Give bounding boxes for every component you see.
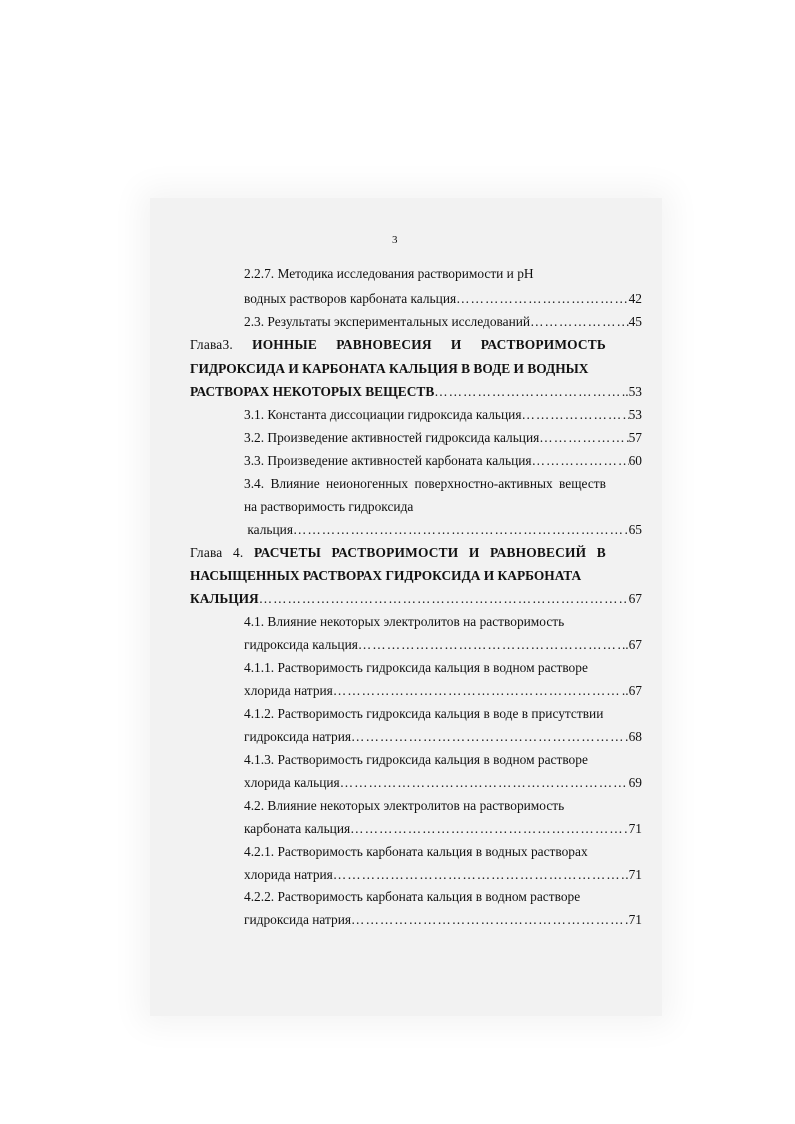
- toc-42-page: 71: [628, 821, 642, 836]
- toc-entry-34: [244, 522, 642, 538]
- toc-34-word: 3.4.: [244, 476, 265, 491]
- chapter-4-word: Глава: [190, 545, 223, 560]
- toc-227-page: 42: [628, 291, 642, 306]
- toc-34-word: поверхностно-активных: [414, 476, 553, 491]
- chapter-4-word: РАВНОВЕСИЙ: [490, 545, 587, 560]
- chapter-4-word: РАСЧЕТЫ: [253, 545, 321, 560]
- leader-dots: [522, 407, 629, 423]
- toc-412-label: гидроксида натрия: [244, 729, 352, 744]
- toc-421-label: хлорида натрия: [244, 867, 333, 882]
- toc-entry-412: [244, 729, 642, 745]
- leader-dots: [333, 683, 622, 699]
- toc-34-word: Влияние: [270, 476, 320, 491]
- chapter-4-word: 4.: [232, 545, 244, 560]
- toc-entry-chapter-3: [190, 384, 642, 400]
- leader-dots: [434, 384, 622, 400]
- toc-421-title: 4.2.1. Растворимость карбоната кальция в водных растворах: [244, 844, 588, 859]
- leader-dots: [259, 591, 629, 607]
- toc-34-label: кальция: [244, 522, 293, 537]
- toc-41-label: гидроксида кальция: [244, 637, 358, 652]
- toc-23-label: 2.3. Результаты экспериментальных исследований: [244, 314, 531, 329]
- toc-411-label: хлорида натрия: [244, 683, 333, 698]
- toc-entry-422: [244, 912, 642, 928]
- toc-31-page: 53: [628, 407, 642, 422]
- toc-31-label: 3.1. Константа диссоциации гидроксида кальция: [244, 407, 522, 422]
- toc-entry-31: [244, 407, 642, 423]
- toc-413-label: хлорида кальция: [244, 775, 340, 790]
- toc-412-page: 68: [628, 729, 642, 744]
- toc-entry-33: [244, 453, 642, 469]
- toc-entry-421: [244, 867, 642, 883]
- leader-dots: [456, 291, 628, 307]
- toc-227-title: 2.2.7. Методика исследования растворимости и pH: [244, 266, 534, 281]
- toc-421-page: .71: [625, 867, 642, 882]
- toc-33-label: 3.3. Произведение активностей карбоната кальция: [244, 453, 532, 468]
- toc-34-title-line2: на растворимость гидроксида: [244, 499, 414, 514]
- toc-entry-411: [244, 683, 642, 699]
- toc-34-title-line1: [244, 476, 606, 492]
- toc-413-title: 4.1.3. Растворимость гидроксида кальция в водном растворе: [244, 752, 588, 767]
- chapter-3-heading-line1: [190, 337, 606, 353]
- chapter-3-word: РАВНОВЕСИЯ: [336, 337, 432, 352]
- chapter-3-page: ..53: [621, 384, 642, 399]
- chapter-3-heading-line3: РАСТВОРАХ НЕКОТОРЫХ ВЕЩЕСТВ: [190, 384, 435, 399]
- toc-42-title: 4.2. Влияние некоторых электролитов на растворимость: [244, 798, 565, 813]
- toc-412-title: 4.1.2. Растворимость гидроксида кальция в воде в присутствии: [244, 706, 604, 721]
- toc-422-label: гидроксида натрия: [244, 912, 352, 927]
- toc-41-page: .67: [625, 637, 642, 652]
- leader-dots: [340, 775, 629, 791]
- chapter-3-word: ИОННЫЕ: [252, 337, 318, 352]
- leader-dots: [333, 867, 625, 883]
- toc-entry-23: [244, 314, 642, 330]
- chapter-3-word: РАСТВОРИМОСТЬ: [480, 337, 606, 352]
- leader-dots: [539, 430, 628, 446]
- chapter-3-word: И: [450, 337, 462, 352]
- toc-413-page: 69: [628, 775, 642, 790]
- toc-42-label: карбоната кальция: [244, 821, 351, 836]
- toc-422-title: 4.2.2. Растворимость карбоната кальция в водном растворе: [244, 889, 581, 904]
- toc-entry-413: [244, 775, 642, 791]
- toc-34-word: веществ: [559, 476, 606, 491]
- toc-41-title: 4.1. Влияние некоторых электролитов на растворимость: [244, 614, 565, 629]
- chapter-4-heading-line2: НАСЫЩЕННЫХ РАСТВОРАХ ГИДРОКСИДА И КАРБОНАТА: [190, 568, 582, 583]
- chapter-4-page: 67: [628, 591, 642, 606]
- leader-dots: [350, 821, 628, 837]
- toc-422-page: 71: [628, 912, 642, 927]
- chapter-4-word: РАСТВОРИМОСТИ: [331, 545, 459, 560]
- toc-33-page: 60: [628, 453, 642, 468]
- toc-entry-32: [244, 430, 642, 446]
- toc-411-page: ..67: [621, 683, 642, 698]
- toc-entry-227: [244, 291, 642, 307]
- leader-dots: [532, 453, 629, 469]
- leader-dots: [351, 912, 629, 928]
- chapter-4-word: И: [468, 545, 480, 560]
- toc-34-page: 65: [628, 522, 642, 537]
- chapter-3-heading-line2: ГИДРОКСИДА И КАРБОНАТА КАЛЬЦИЯ В ВОДЕ И ВОДНЫХ: [190, 361, 589, 376]
- chapter-4-word: В: [596, 545, 606, 560]
- page-number: 3: [392, 234, 398, 246]
- leader-dots: [351, 729, 629, 745]
- chapter-4-heading-line1: [190, 545, 606, 561]
- toc-411-title: 4.1.1. Растворимость гидроксида кальция в водном растворе: [244, 660, 588, 675]
- chapter-4-heading-line3: КАЛЬЦИЯ: [190, 591, 259, 606]
- toc-32-label: 3.2. Произведение активностей гидроксида кальция: [244, 430, 540, 445]
- leader-dots: [358, 637, 625, 653]
- toc-34-word: неионогенных: [326, 476, 409, 491]
- toc-227-label: водных растворов карбоната кальция: [244, 291, 457, 306]
- leader-dots: [530, 314, 629, 330]
- toc-23-page: 45: [628, 314, 642, 329]
- toc-entry-42: [244, 821, 642, 837]
- leader-dots: [293, 522, 629, 538]
- toc-entry-41: [244, 637, 642, 653]
- toc-32-page: 57: [628, 430, 642, 445]
- toc-entry-chapter-4: [190, 591, 642, 607]
- chapter-3-word: Глава3.: [190, 337, 233, 352]
